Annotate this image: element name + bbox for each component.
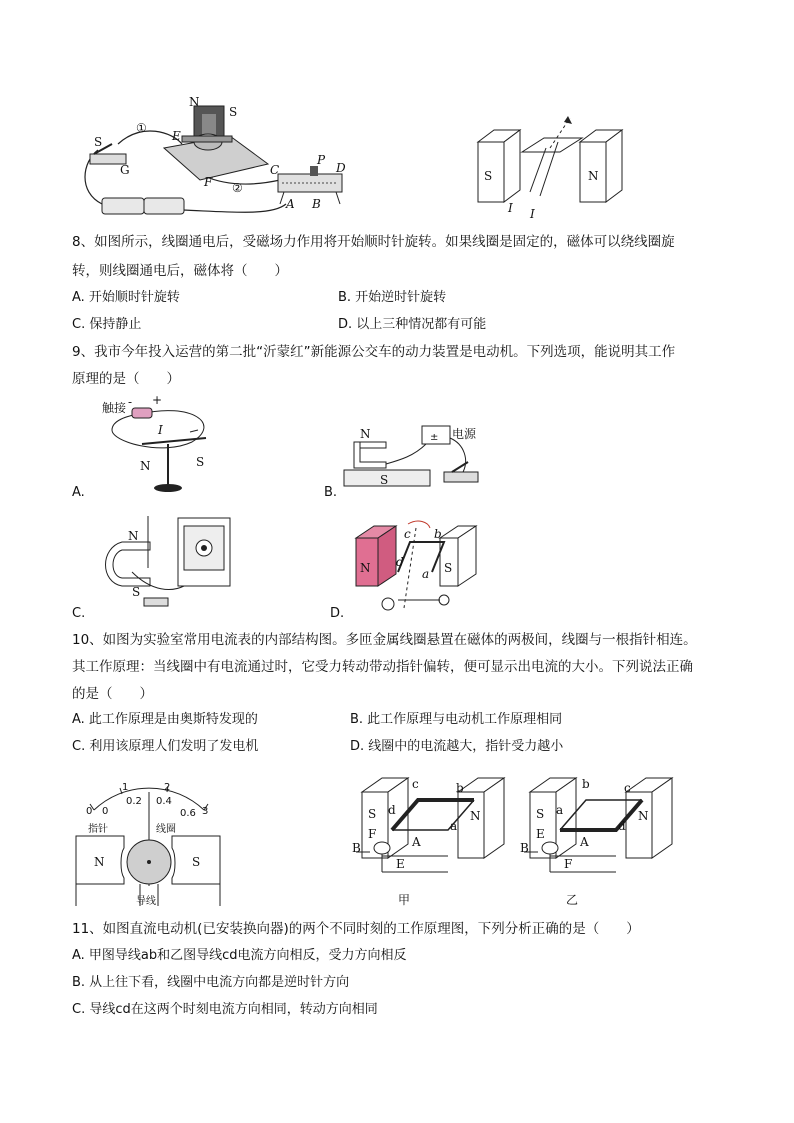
label-E: E <box>536 827 545 841</box>
label-coil: 线圈 <box>156 824 176 835</box>
label-S: S <box>196 455 205 469</box>
label-E: E <box>172 129 181 143</box>
label-N: N <box>94 855 105 869</box>
label-d: d <box>618 819 626 833</box>
label-S: S <box>444 561 453 575</box>
q9-figure-a-letter[interactable]: A. <box>72 485 85 500</box>
scale-inner-0.2: 0.2 <box>126 796 142 807</box>
label-F: F <box>204 175 213 189</box>
label-plusminus: ± <box>430 432 439 443</box>
label-circle-2: ② <box>232 181 243 195</box>
label-A: A <box>580 835 589 849</box>
scale-inner-0: 0 <box>102 806 109 817</box>
scale-0: 0 <box>86 806 93 817</box>
q11-option-a[interactable]: A. 甲图导线ab和乙图导线cd电流方向相反，受力方向相反 <box>72 948 407 963</box>
scale-2: 2 <box>164 782 171 793</box>
motor-figure-yi <box>520 770 680 910</box>
label-pointer: 指针 <box>88 824 108 835</box>
q9-figure-b[interactable] <box>340 420 490 498</box>
q8-option-a[interactable]: A. 开始顺时针旋转 <box>72 290 180 305</box>
scale-3: 3 <box>202 806 209 817</box>
label-b: b <box>456 781 464 795</box>
scale-inner-0.4: 0.4 <box>156 796 172 807</box>
label-d: d <box>388 803 396 817</box>
label-D: D <box>336 161 346 175</box>
label-E: E <box>396 857 405 871</box>
label-N: N <box>360 561 371 575</box>
q8-option-c[interactable]: C. 保持静止 <box>72 317 142 332</box>
label-S: S <box>380 473 389 487</box>
label-a: a <box>556 803 564 817</box>
q9-stem-line1: 9、我市今年投入运营的第二批“沂蒙红”新能源公交车的动力装置是电动机。下列选项，能说明其工作 <box>72 344 676 360</box>
label-a: a <box>450 819 458 833</box>
q9-figure-c[interactable] <box>92 512 242 612</box>
label-B: B <box>312 197 321 211</box>
q9-figure-d-letter[interactable]: D. <box>330 606 345 621</box>
q8-option-d[interactable]: D. 以上三种情况都有可能 <box>338 317 487 332</box>
label-N: N <box>470 809 481 823</box>
label-S: S <box>368 807 377 821</box>
motor-figure-jia <box>352 770 512 910</box>
label-N: N <box>140 459 151 473</box>
label-I-right: I <box>530 207 535 221</box>
q8-stem-line1: 8、如图所示，线圈通电后，受磁场力作用将开始顺时针旋转。如果线圈是固定的，磁体可以绕线圈旋 <box>72 234 675 250</box>
q10-option-c[interactable]: C. 利用该原理人们发明了发电机 <box>72 739 259 754</box>
label-c: c <box>412 777 419 791</box>
label-N: N <box>588 169 599 183</box>
q10-stem-line1: 10、如图为实验室常用电流表的内部结构图。多匝金属线圈悬置在磁体的两极间，线圈与一根指针相连。 <box>72 632 697 648</box>
q8-stem-line2: 转，则线圈通电后，磁体将（ ） <box>72 263 288 279</box>
q9-figure-d[interactable] <box>352 518 482 614</box>
label-c: c <box>404 527 411 541</box>
label-G: G <box>120 163 130 177</box>
label-S: S <box>536 807 545 821</box>
label-minus: - <box>128 395 133 409</box>
label-N: N <box>360 427 371 441</box>
q10-option-b[interactable]: B. 此工作原理与电动机工作原理相同 <box>350 712 563 727</box>
label-S: S <box>484 169 493 183</box>
label-A: A <box>412 835 421 849</box>
label-S: S <box>229 105 238 119</box>
label-S: S <box>132 585 141 599</box>
label-c: c <box>624 781 631 795</box>
q9-figure-b-letter[interactable]: B. <box>324 485 338 500</box>
q11-option-c[interactable]: C. 导线cd在这两个时刻电流方向相同，转动方向相同 <box>72 1002 378 1017</box>
label-switch-S: S <box>94 135 103 149</box>
label-touch: 触接 <box>102 401 127 415</box>
caption-yi: 乙 <box>566 893 579 907</box>
q9-figure-a[interactable] <box>72 394 222 498</box>
label-F: F <box>368 827 377 841</box>
label-plus: + <box>152 393 163 407</box>
label-b: b <box>434 527 442 541</box>
coil-magnets-figure <box>474 112 626 222</box>
label-a: a <box>422 567 430 581</box>
label-P: P <box>317 153 326 167</box>
q9-stem-line2: 原理的是（ ） <box>72 371 180 387</box>
q11-stem: 11、如图直流电动机(已安装换向器)的两个不同时刻的工作原理图，下列分析正确的是（ ） <box>72 921 640 937</box>
q9-figure-c-letter[interactable]: C. <box>72 606 86 621</box>
label-N: N <box>189 95 200 109</box>
label-power: 电源 <box>452 427 477 441</box>
label-N: N <box>128 529 139 543</box>
label-circle-1: ① <box>136 121 147 135</box>
label-C: C <box>270 163 280 177</box>
label-B: B <box>520 841 529 855</box>
q10-stem-line2: 其工作原理：当线圈中有电流通过时，它受力转动带动指针偏转，便可显示出电流的大小。下列说法正确 <box>72 659 693 675</box>
scale-inner-0.6: 0.6 <box>180 808 196 819</box>
label-S: S <box>192 855 201 869</box>
label-I: I <box>158 423 163 437</box>
q10-stem-line3: 的是（ ） <box>72 686 153 702</box>
label-N: N <box>638 809 649 823</box>
q10-option-a[interactable]: A. 此工作原理是由奥斯特发现的 <box>72 712 258 727</box>
label-B: B <box>352 841 361 855</box>
motor-circuit-figure <box>72 92 362 222</box>
q10-option-d[interactable]: D. 线圈中的电流越大，指针受力越小 <box>350 739 564 754</box>
label-d: d <box>396 555 404 569</box>
q8-option-b[interactable]: B. 开始逆时针旋转 <box>338 290 447 305</box>
label-F: F <box>564 857 573 871</box>
ammeter-structure-figure <box>72 776 224 908</box>
scale-1: 1 <box>122 782 129 793</box>
label-wire: 导线 <box>136 896 156 907</box>
q11-option-b[interactable]: B. 从上往下看，线圈中电流方向都是逆时针方向 <box>72 975 350 990</box>
label-A: A <box>286 197 295 211</box>
label-I-left: I <box>508 201 513 215</box>
label-b: b <box>582 777 590 791</box>
caption-jia: 甲 <box>398 893 411 907</box>
